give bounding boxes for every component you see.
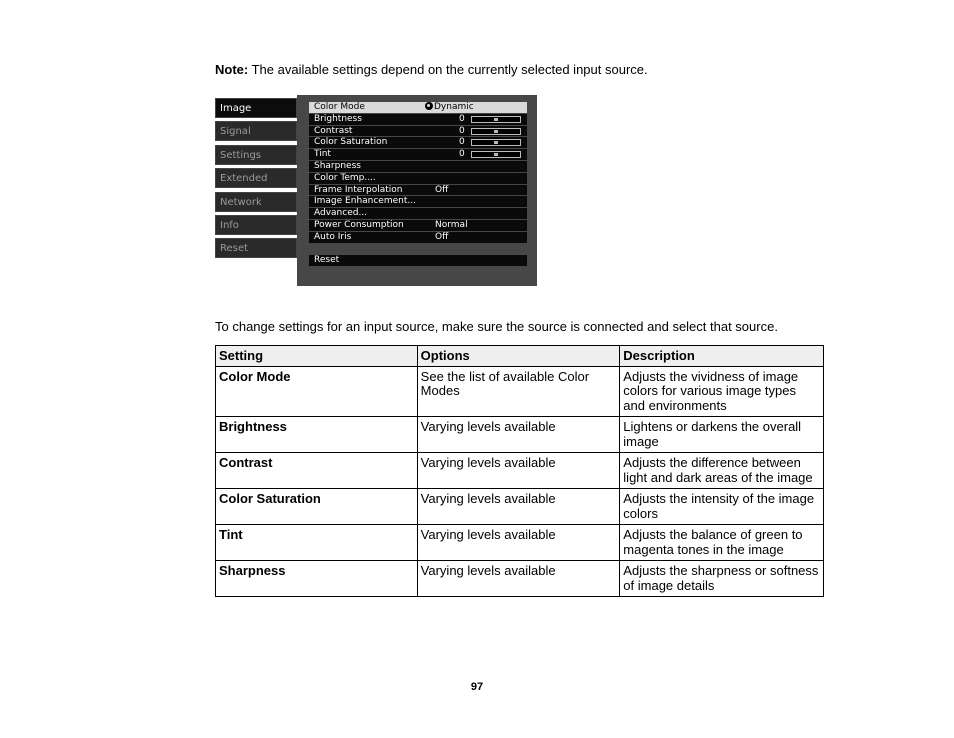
description-cell: Lightens or darkens the overall image bbox=[620, 417, 824, 453]
options-cell: Varying levels available bbox=[417, 525, 620, 561]
menu-tab-reset: Reset bbox=[215, 238, 297, 258]
table-row bbox=[216, 561, 824, 597]
menu-tab-signal: Signal bbox=[215, 121, 297, 141]
menu-row-number: 0 bbox=[459, 125, 465, 136]
menu-tab-extended: Extended bbox=[215, 168, 297, 188]
menu-tab-image: Image bbox=[215, 98, 297, 118]
menu-panel bbox=[297, 95, 537, 286]
menu-tab-settings: Settings bbox=[215, 145, 297, 165]
menu-row-label: Frame Interpolation bbox=[314, 184, 403, 195]
table-header-row bbox=[216, 346, 824, 367]
setting-name-cell: Brightness bbox=[216, 417, 418, 453]
menu-row bbox=[309, 161, 527, 172]
projector-menu-screenshot bbox=[215, 95, 537, 286]
description-cell: Adjusts the sharpness or softness of image details bbox=[620, 561, 824, 597]
menu-row-label: Tint bbox=[314, 149, 331, 160]
note-paragraph bbox=[215, 62, 648, 77]
note-label: Note: bbox=[215, 62, 249, 77]
menu-row-label: Brightness bbox=[314, 113, 362, 124]
menu-row bbox=[309, 149, 527, 160]
slider-knob bbox=[494, 118, 498, 121]
options-cell: Varying levels available bbox=[417, 417, 620, 453]
menu-row bbox=[309, 185, 527, 196]
options-cell: See the list of available Color Modes bbox=[417, 366, 620, 417]
menu-row bbox=[309, 126, 527, 137]
description-cell: Adjusts the difference between light and dark areas of the image bbox=[620, 453, 824, 489]
menu-tabs bbox=[215, 98, 297, 262]
menu-tab-info: Info bbox=[215, 215, 297, 235]
options-cell: Varying levels available bbox=[417, 489, 620, 525]
menu-row-number: 0 bbox=[459, 113, 465, 124]
slider-bar bbox=[471, 151, 521, 158]
menu-rows bbox=[309, 102, 527, 244]
menu-row bbox=[309, 220, 527, 231]
slider-knob bbox=[494, 141, 498, 144]
menu-row bbox=[309, 173, 527, 184]
options-cell: Varying levels available bbox=[417, 561, 620, 597]
table-header-cell: Options bbox=[417, 346, 620, 367]
menu-row-value: Off bbox=[435, 231, 449, 242]
menu-row bbox=[309, 196, 527, 207]
description-cell: Adjusts the intensity of the image colors bbox=[620, 489, 824, 525]
slider-bar bbox=[471, 139, 521, 146]
setting-name-cell: Tint bbox=[216, 525, 418, 561]
settings-table-body bbox=[216, 346, 824, 597]
menu-row-value-text: Dynamic bbox=[434, 102, 474, 112]
menu-row-label: Color Temp.... bbox=[314, 172, 376, 183]
menu-reset-row bbox=[309, 255, 527, 266]
setting-name-cell: Contrast bbox=[216, 453, 418, 489]
page-number: 97 bbox=[470, 681, 484, 693]
slider-knob bbox=[494, 153, 498, 156]
table-row bbox=[216, 366, 824, 417]
settings-table bbox=[215, 345, 824, 597]
menu-row-label: Power Consumption bbox=[314, 219, 404, 230]
menu-row bbox=[309, 208, 527, 219]
menu-row-number: 0 bbox=[459, 137, 465, 148]
table-header-cell: Description bbox=[620, 346, 824, 367]
options-cell: Varying levels available bbox=[417, 453, 620, 489]
menu-row bbox=[309, 137, 527, 148]
table-header-cell: Setting bbox=[216, 346, 418, 367]
description-cell: Adjusts the vividness of image colors for various image types and environments bbox=[620, 366, 824, 417]
menu-row-label: Color Saturation bbox=[314, 137, 388, 148]
menu-tab-network: Network bbox=[215, 192, 297, 212]
description-cell: Adjusts the balance of green to magenta tones in the image bbox=[620, 525, 824, 561]
slider-bar bbox=[471, 116, 521, 123]
menu-reset-label: Reset bbox=[314, 255, 340, 265]
menu-row-value: Normal bbox=[435, 219, 468, 230]
setting-name-cell: Color Saturation bbox=[216, 489, 418, 525]
slider-bar bbox=[471, 128, 521, 135]
table-row bbox=[216, 417, 824, 453]
menu-row-number: 0 bbox=[459, 149, 465, 160]
setting-name-cell: Sharpness bbox=[216, 561, 418, 597]
menu-row-value bbox=[425, 102, 474, 113]
menu-row-value: Off bbox=[435, 184, 449, 195]
menu-row-label: Contrast bbox=[314, 125, 353, 136]
menu-row bbox=[309, 232, 527, 243]
setting-name-cell: Color Mode bbox=[216, 366, 418, 417]
menu-row-label: Advanced... bbox=[314, 208, 368, 219]
table-row bbox=[216, 489, 824, 525]
option-cycle-icon bbox=[425, 102, 433, 110]
menu-row-label: Auto Iris bbox=[314, 231, 352, 242]
menu-row bbox=[309, 114, 527, 125]
table-row bbox=[216, 453, 824, 489]
table-row bbox=[216, 525, 824, 561]
menu-row-label: Image Enhancement... bbox=[314, 196, 416, 207]
intro-paragraph: To change settings for an input source, make sure the source is connected and select that source. bbox=[215, 319, 778, 334]
note-text: The available settings depend on the currently selected input source. bbox=[248, 62, 648, 77]
menu-row-label: Color Mode bbox=[314, 102, 365, 112]
menu-row bbox=[309, 102, 527, 113]
slider-knob bbox=[494, 130, 498, 133]
menu-row-label: Sharpness bbox=[314, 160, 361, 171]
